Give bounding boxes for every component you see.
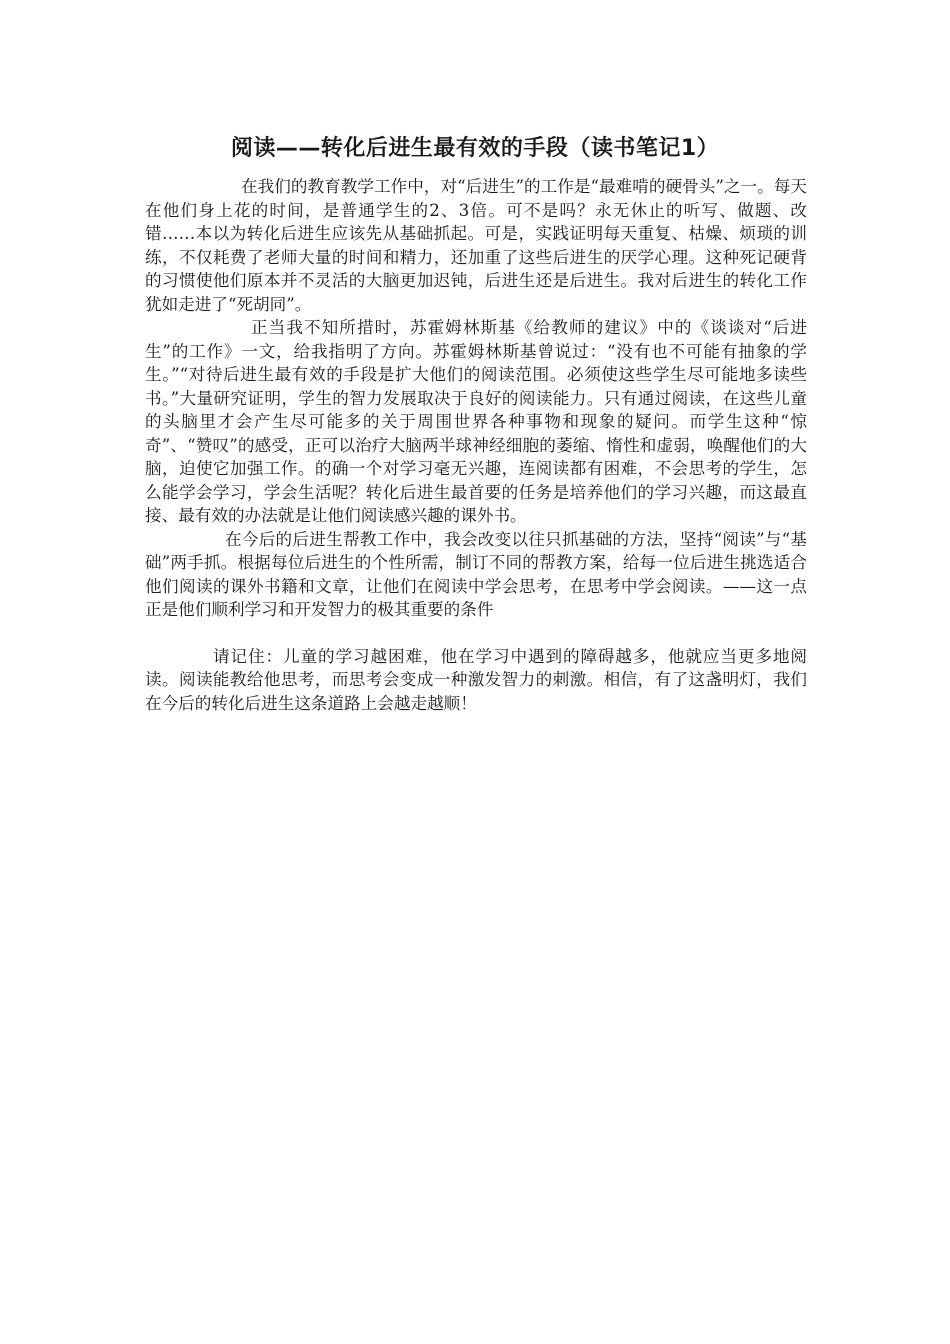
document-body bbox=[145, 175, 807, 715]
document-title: 阅读——转化后进生最有效的手段（读书笔记1） bbox=[230, 136, 720, 161]
paragraph-1: 在我们的教育教学工作中，对“后进生”的工作是“最难啃的硬骨头”之一。每天在他们身上花的时间，是普通学生的2、3倍。可不是吗？永无休止的听写、做题、改错……本以为转化后进生应该先从基础抓起。可是，实践证明每天重复、枯燥、烦琐的训练，不仅耗费了老师大量的时间和精力，还加重了这些后进生的厌学心理。这种死记硬背的习惯使他们原本并不灵活的大脑更加迟钝，后进生还是后进生。我对后进生的转化工作犹如走进了“死胡同”。 bbox=[145, 177, 807, 314]
paragraph-2: 正当我不知所措时，苏霍姆林斯基《给教师的建议》中的《谈谈对“后进生”的工作》一文，给我指明了方向。苏霍姆林斯基曾说过：“没有也不可能有抽象的学生。”“对待后进生最有效的手段是扩大他们的阅读范围。必须使这些学生尽可能地多读些书。”大量研究证明，学生的智力发展取决于良好的阅读能力。只有通过阅读，在这些儿童的头脑里才会产生尽可能多的关于周围世界各种事物和现象的疑问。而学生这种“惊奇”、“赞叹”的感受，正可以治疗大脑两半球神经细胞的萎缩、惰性和虚弱，唤醒他们的大脑，迫使它加强工作。的确一个对学习毫无兴趣，连阅读都有困难，不会思考的学生，怎么能学会学习，学会生活呢？转化后进生最首要的任务是培养他们的学习兴趣，而这最直接、最有效的办法就是让他们阅读感兴趣的课外书。 bbox=[145, 318, 807, 525]
paragraph-4: 请记住：儿童的学习越困难，他在学习中遇到的障碍越多，他就应当更多地阅读。阅读能教给他思考，而思考会变成一种激发智力的刺激。相信，有了这盏明灯，我们在今后的转化后进生这条道路上会越走越顺！ bbox=[145, 646, 807, 713]
paragraph-3: 在今后的后进生帮教工作中，我会改变以往只抓基础的方法，坚持“阅读”与“基础”两手抓。根据每位后进生的个性所需，制订不同的帮教方案，给每一位后进生挑选适合他们阅读的课外书籍和文章，让他们在阅读中学会思考，在思考中学会阅读。——这一点正是他们顺利学习和开发智力的极其重要的条件 bbox=[145, 529, 807, 619]
